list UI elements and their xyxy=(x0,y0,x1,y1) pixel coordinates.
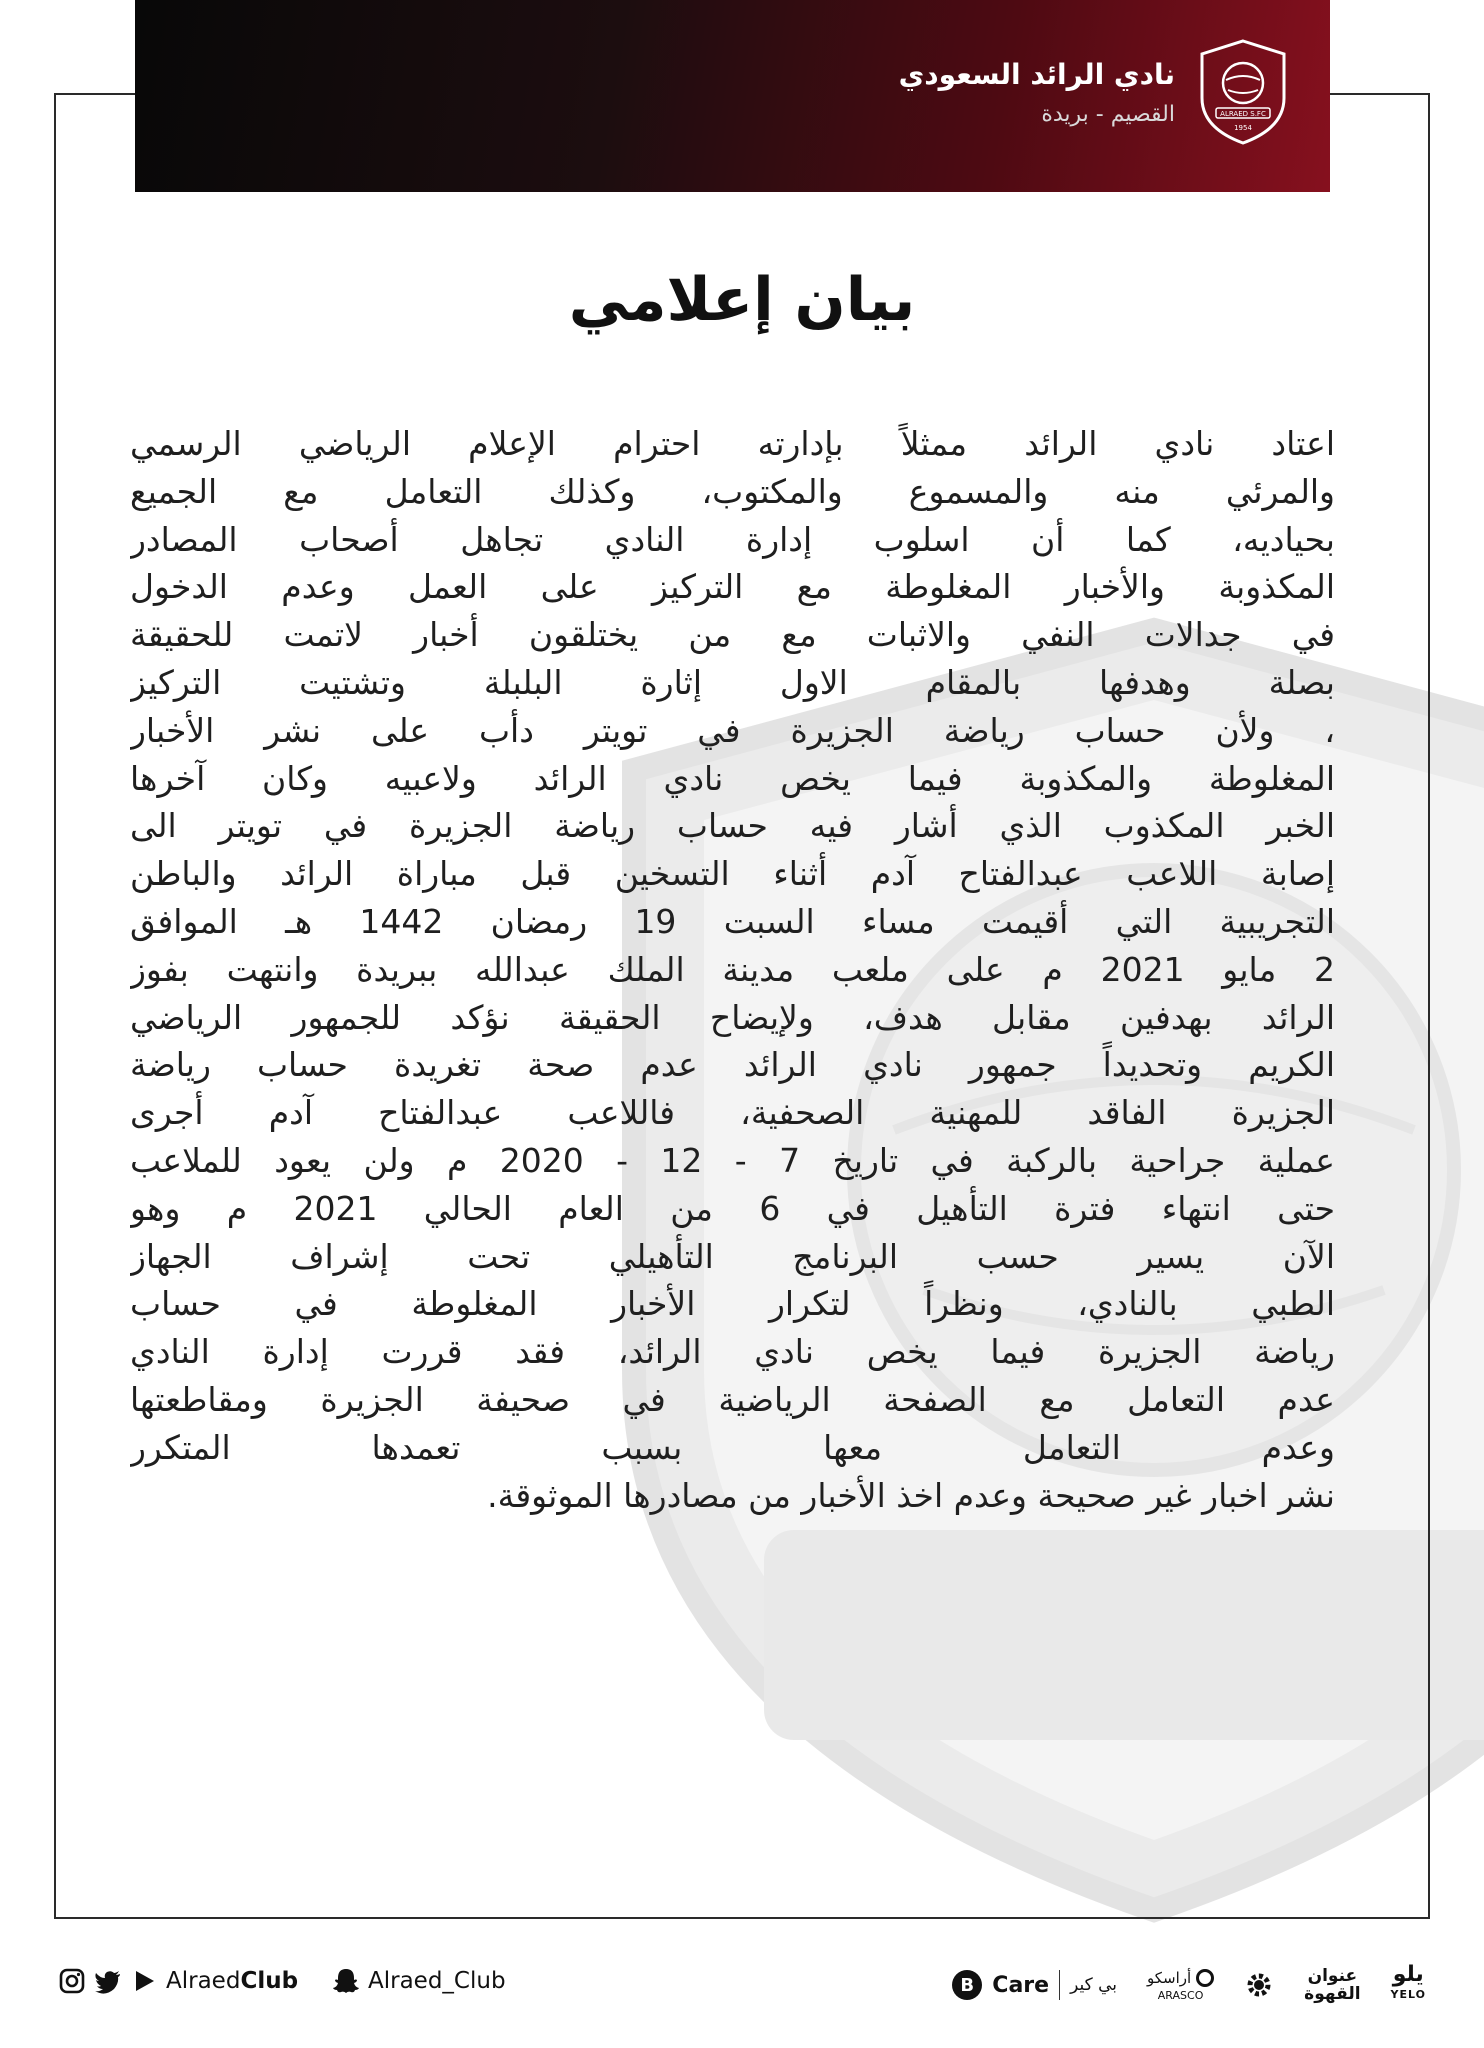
statement-line: عملية جراحية بالركبة في تاريخ 7 - 12 - 2020 م ولن يعود للملاعب xyxy=(130,1140,1335,1180)
statement-line: المكذوبة والأخبار المغلوطة مع التركيز على العمل وعدم الدخول xyxy=(130,567,1335,607)
club-crest-icon xyxy=(1198,38,1288,146)
sponsor-bcare: B Care بي كير xyxy=(952,1970,1117,2000)
statement-line: رياضة الجزيرة فيما يخص نادي الرائد، فقد قررت إدارة النادي xyxy=(130,1332,1335,1372)
club-location: القصيم - بريدة xyxy=(1041,102,1175,127)
page-title: بيان إعلامي xyxy=(568,265,916,335)
social-links xyxy=(58,1967,298,1995)
social-handle[interactable]: AlraedClub xyxy=(166,1968,299,1994)
statement-line: الرائد بهدفين مقابل هدف، ولإيضاح الحقيقة نؤكد للجمهور الرياضي xyxy=(130,997,1335,1037)
snapchat-link[interactable] xyxy=(332,1967,506,1995)
statement-line: الآن يسير حسب البرنامج التأهيلي تحت إشراف الجهاز xyxy=(130,1236,1335,1276)
statement-line: الجزيرة الفاقد للمهنية الصحفية، فاللاعب عبدالفتاح آدم أجرى xyxy=(130,1093,1335,1133)
instagram-icon[interactable] xyxy=(58,1967,86,1995)
statement-line: في جدالات النفي والاثبات مع من يختلقون أخبار لاتمت للحقيقة xyxy=(130,615,1335,655)
statement-body xyxy=(130,420,1335,1519)
snapchat-icon xyxy=(332,1967,360,1995)
header-banner xyxy=(135,0,1330,192)
statement-line: بحياديه، كما أن اسلوب إدارة النادي تجاهل أصحاب المصادر xyxy=(130,519,1335,559)
statement-line: الخبر المكذوب الذي أشار فيه حساب رياضة الجزيرة في تويتر الى xyxy=(130,806,1335,846)
statement-line: والمرئي منه والمسموع والمكتوب، وكذلك التعامل مع الجميع xyxy=(130,471,1335,511)
statement-line: التجريبية التي أقيمت مساء السبت 19 رمضان 1442 هـ الموافق xyxy=(130,901,1335,941)
svg-text:ALRAED S.FC: ALRAED S.FC xyxy=(1220,110,1266,118)
sponsor-arasco: أراسكو ARASCO xyxy=(1147,1969,1214,2002)
youtube-icon[interactable] xyxy=(130,1967,158,1995)
sponsor-logos xyxy=(952,1955,1426,2015)
statement-line: اعتاد نادي الرائد ممثلاً بإدارته احترام الإعلام الرياضي الرسمي xyxy=(130,424,1335,463)
statement-line: الطبي بالنادي، ونظراً لتكرار الأخبار المغلوطة في حساب xyxy=(130,1284,1335,1324)
statement-line: المغلوطة والمكذوبة فيما يخص نادي الرائد ولاعبيه وكان آخرها xyxy=(130,758,1335,798)
statement-line: 2 مايو 2021 م على ملعب مدينة الملك عبدالله ببريدة وانتهت بفوز xyxy=(130,949,1335,989)
svg-text:1954: 1954 xyxy=(1234,124,1252,132)
statement-line: بصلة وهدفها بالمقام الاول إثارة البلبلة وتشتيت التركيز xyxy=(130,662,1335,702)
sponsor-anwan-alqahwa: عنوان القهوة xyxy=(1304,1966,1361,2004)
statement-line: حتى انتهاء فترة التأهيل في 6 من العام الحالي 2021 م وهو xyxy=(130,1188,1335,1228)
statement-line: الكريم وتحديداً جمهور نادي الرائد عدم صحة تغريدة حساب رياضة xyxy=(130,1045,1335,1085)
statement-line: نشر اخبار غير صحيحة وعدم اخذ الأخبار من مصادرها الموثوقة. xyxy=(487,1475,1335,1515)
sponsor-yelo: يلو YELO xyxy=(1390,1962,1426,2001)
twitter-icon[interactable] xyxy=(94,1967,122,1995)
gear-icon xyxy=(1244,1970,1274,2000)
statement-line: ، ولأن حساب رياضة الجزيرة في تويتر دأب على نشر الأخبار xyxy=(130,710,1335,750)
footer xyxy=(0,1955,1484,2015)
statement-line: وعدم التعامل معها بسبب تعمدها المتكرر xyxy=(130,1427,1335,1467)
statement-line: إصابة اللاعب عبدالفتاح آدم أثناء التسخين قبل مباراة الرائد والباطن xyxy=(130,854,1335,894)
statement-line: عدم التعامل مع الصفحة الرياضية في صحيفة الجزيرة ومقاطعتها xyxy=(130,1379,1335,1419)
snapchat-handle: Alraed_Club xyxy=(368,1968,506,1994)
club-name: نادي الرائد السعودي xyxy=(898,58,1175,91)
